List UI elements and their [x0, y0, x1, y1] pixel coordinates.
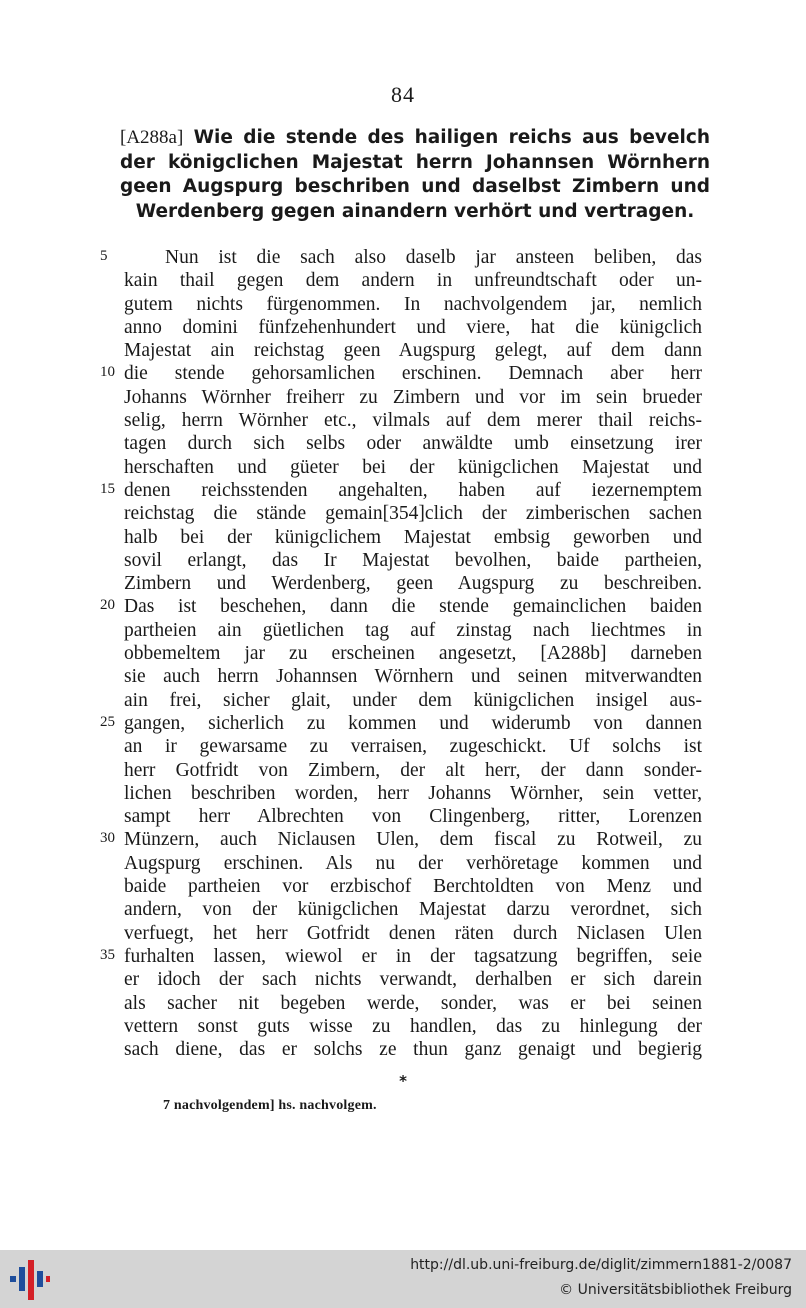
- line-text: sach diene, das er solchs ze thun ganz genaigt und begierig: [124, 1039, 702, 1061]
- text-line: [0, 526, 806, 549]
- text-line: [0, 712, 806, 735]
- text-line: [0, 922, 806, 945]
- chapter-heading: [120, 126, 710, 224]
- text-line: [0, 619, 806, 642]
- line-text: selig, herrn Wörnher etc., vilmals auf dem merer thail reichs-: [124, 410, 702, 432]
- line-text: kain thail gegen dem andern in unfreundtschaft oder un-: [124, 270, 702, 292]
- line-text: an ir gewarsame zu verraisen, zugeschickt. Uf solchs ist: [124, 736, 702, 758]
- line-text: Johanns Wörnher freiherr zu Zimbern und vor im sein brueder: [124, 386, 702, 408]
- signature-mark: *: [399, 1072, 407, 1090]
- text-line: [0, 898, 806, 921]
- line-text: herschaften und güeter bei der künigclichen Majestat und: [124, 456, 702, 478]
- text-line: [0, 805, 806, 828]
- line-text: obbemeltem jar zu erscheinen angesetzt, [A288b] darneben: [124, 643, 702, 665]
- body-text: [0, 246, 806, 1061]
- viewer-footer: [0, 1250, 806, 1308]
- line-text: Augspurg erschinen. Als nu der verhöretage kommen und: [124, 852, 702, 874]
- line-text: Zimbern und Werdenberg, geen Augspurg zu beschreiben.: [124, 573, 702, 595]
- line-text: er idoch der sach nichts verwandt, derhalben er sich darein: [124, 969, 702, 991]
- text-line: [0, 945, 806, 968]
- text-line: [0, 316, 806, 339]
- line-text: anno domini fünfzehenhundert und viere, hat die künigclich: [124, 316, 702, 338]
- line-number: 10: [100, 364, 115, 381]
- line-text: lichen beschriben worden, herr Johanns Wörnher, sein vetter,: [124, 782, 702, 804]
- line-text: andern, von der künigclichen Majestat darzu verordnet, sich: [124, 899, 702, 921]
- line-text: reichstag die stände gemain[354]clich der zimberischen sachen: [124, 503, 702, 525]
- text-line: [0, 642, 806, 665]
- line-text: Nun ist die sach also daselb jar ansteen beliben, das: [165, 247, 702, 268]
- line-text: gutem nichts fürgenommen. In nachvolgendem jar, nemlich: [124, 293, 702, 315]
- line-number: 30: [100, 830, 115, 847]
- line-text: gangen, sicherlich zu kommen und widerumb von dannen: [124, 712, 702, 734]
- line-text: herr Gotfridt von Zimbern, der alt herr, der dann sonder-: [124, 759, 702, 781]
- text-line: [0, 992, 806, 1015]
- line-number: 5: [100, 248, 108, 264]
- line-text: partheien ain güetlichen tag auf zinstag nach liechtmes in: [124, 619, 702, 641]
- text-line: [0, 386, 806, 409]
- permalink-url[interactable]: http://dl.ub.uni-freiburg.de/diglit/zimmern1881-2/0087: [410, 1257, 792, 1273]
- text-line: [0, 759, 806, 782]
- text-line: [0, 689, 806, 712]
- text-line: [0, 409, 806, 432]
- line-text: baide partheien vor erzbischof Berchtoldten von Menz und: [124, 876, 702, 898]
- line-text: sampt herr Albrechten von Clingenberg, ritter, Lorenzen: [124, 806, 702, 828]
- line-number: 20: [100, 597, 115, 614]
- text-line: [0, 432, 806, 455]
- text-line: [0, 828, 806, 851]
- line-text: sie auch herrn Johannsen Wörnhern und seinen mitverwandten: [124, 666, 702, 688]
- line-number: 15: [100, 480, 115, 497]
- text-line: [0, 269, 806, 292]
- line-number: 35: [100, 946, 115, 963]
- line-text: als sacher nit begeben werde, sonder, was er bei seinen: [124, 992, 702, 1014]
- text-line: [0, 339, 806, 362]
- text-line: [0, 735, 806, 758]
- text-line: [0, 479, 806, 502]
- line-text: Das ist beschehen, dann die stende gemainclichen baiden: [124, 596, 702, 618]
- line-text: furhalten lassen, wiewol er in der tagsatzung begriffen, seie: [124, 945, 702, 967]
- line-text: ain frei, sicher glait, under dem künigclichen insigel aus-: [124, 689, 702, 711]
- line-text: denen reichsstenden angehalten, haben auf iezernemptem: [124, 479, 702, 501]
- line-text: die stende gehorsamlichen erschinen. Demnach aber herr: [124, 363, 702, 385]
- text-line: [0, 1015, 806, 1038]
- line-text: Münzern, auch Niclausen Ulen, dem fiscal zu Rotweil, zu: [124, 829, 702, 851]
- footnote: 7 nachvolgendem] hs. nachvolgem.: [163, 1098, 377, 1113]
- line-text: sovil erlangt, das Ir Majestat bevolhen, baide partheien,: [124, 549, 702, 571]
- line-text: vettern sonst guts wisse zu handlen, das zu hinlegung der: [124, 1015, 702, 1037]
- line-text: tagen durch sich selbs oder anwäldte umb einsetzung irer: [124, 433, 702, 455]
- heading-siglum: [A288a]: [120, 127, 184, 148]
- text-line: [0, 293, 806, 316]
- text-line: [0, 362, 806, 385]
- copyright-notice: © Universitätsbibliothek Freiburg: [559, 1282, 792, 1298]
- text-line: [0, 246, 806, 269]
- text-line: [0, 852, 806, 875]
- text-line: [0, 665, 806, 688]
- text-line: [0, 572, 806, 595]
- heading-text: Wie die stende des hailigen reichs aus bevelch der königclichen Majestat herrn Johannsen Wörnhern geen Augspurg beschriben und daselbst Zimbern und Werdenberg gegen ainandern verhört und vertragen.: [120, 127, 710, 222]
- line-text: halb bei der künigclichem Majestat embsig geworben und: [124, 526, 702, 548]
- line-text: Majestat ain reichstag geen Augspurg gelegt, auf dem dann: [124, 340, 702, 362]
- text-line: [0, 1038, 806, 1061]
- line-text: verfuegt, het herr Gotfridt denen räten durch Niclasen Ulen: [124, 922, 702, 944]
- library-logo-icon: [8, 1258, 52, 1302]
- text-line: [0, 502, 806, 525]
- text-line: [0, 782, 806, 805]
- text-line: [0, 595, 806, 618]
- text-line: [0, 968, 806, 991]
- text-line: [0, 875, 806, 898]
- text-line: [0, 456, 806, 479]
- text-line: [0, 549, 806, 572]
- page-number: 84: [391, 82, 415, 107]
- line-number: 25: [100, 713, 115, 730]
